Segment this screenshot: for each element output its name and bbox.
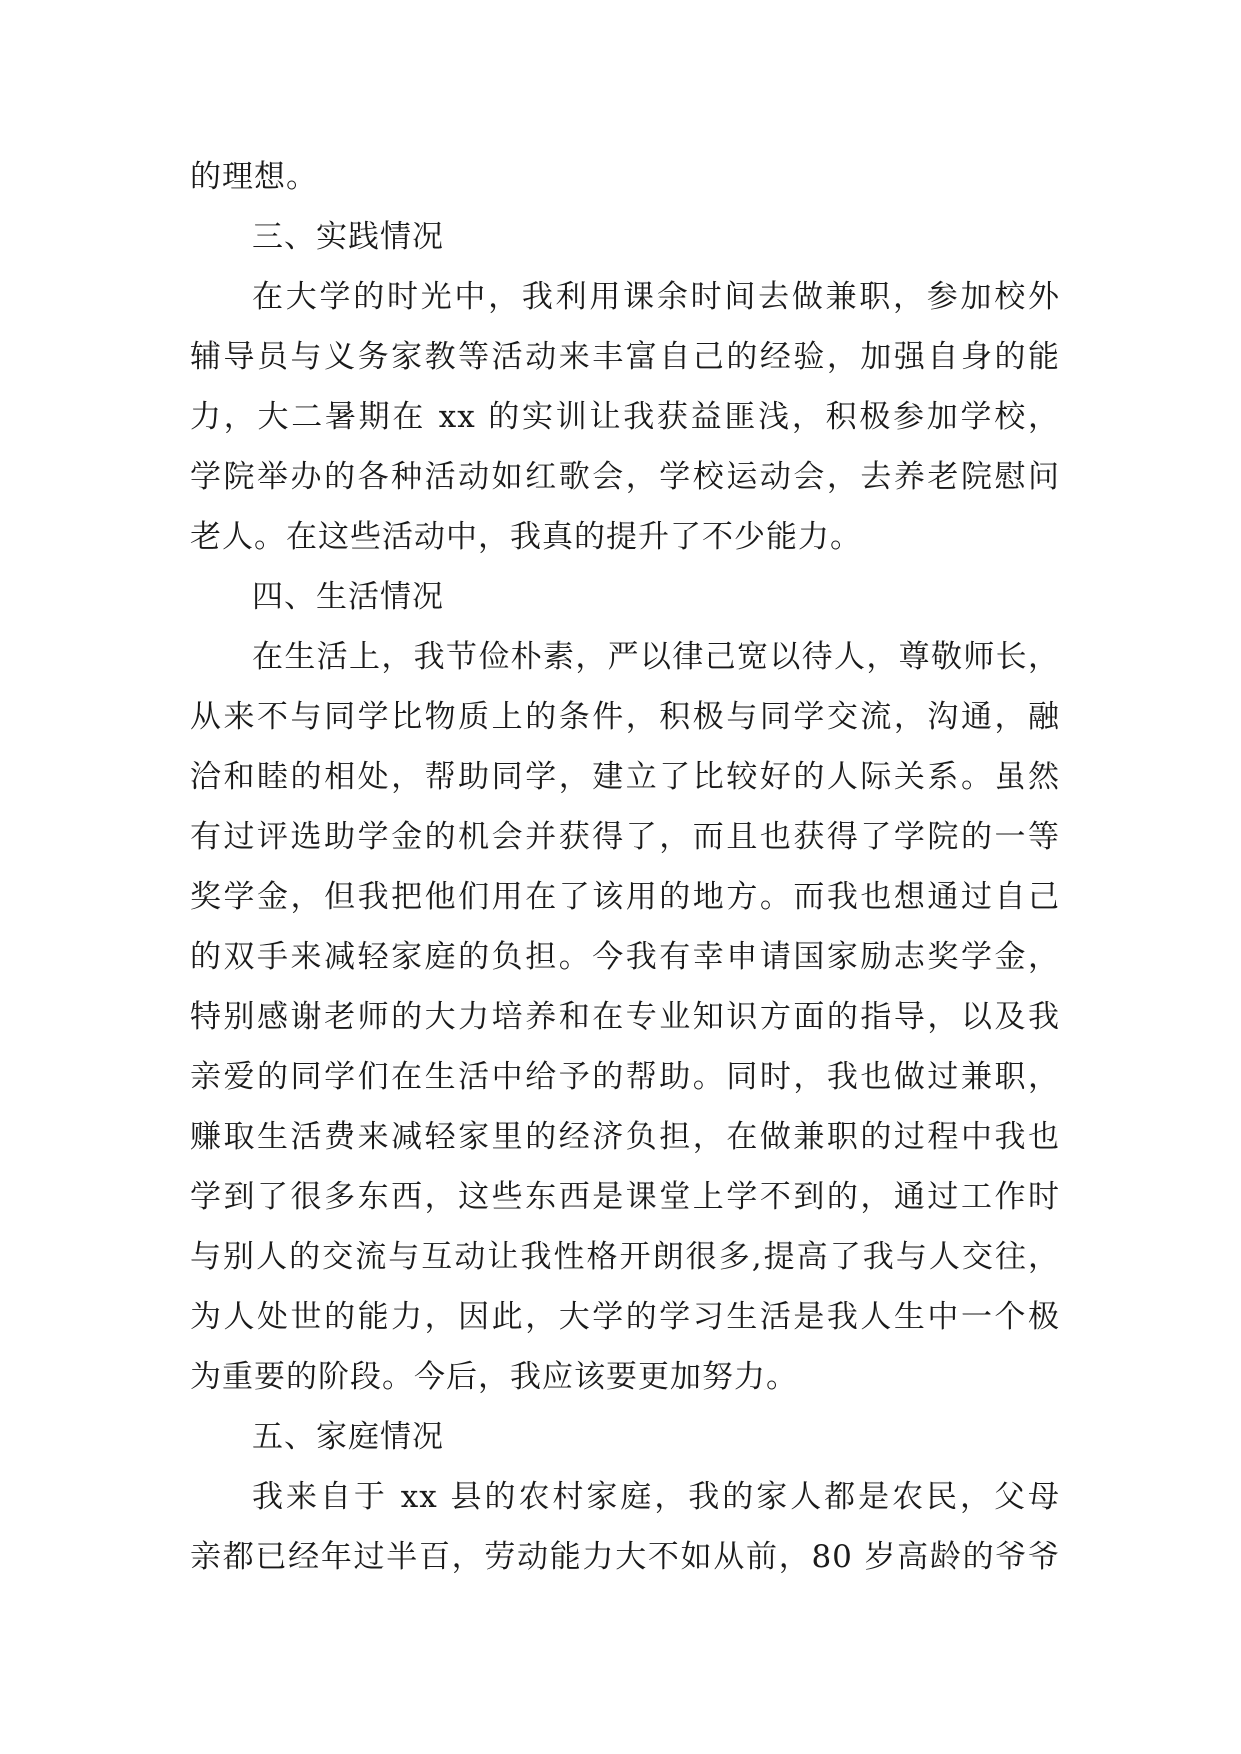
text-line: 特别感谢老师的大力培养和在专业知识方面的指导，以及我 [190, 999, 1060, 1035]
text-line: 辅导员与义务家教等活动来丰富自己的经验，加强自身的能 [190, 339, 1060, 375]
text-line: 亲爱的同学们在生活中给予的帮助。同时，我也做过兼职， [190, 1059, 1060, 1095]
text-line: 有过评选助学金的机会并获得了，而且也获得了学院的一等 [190, 819, 1060, 855]
text-line: 在生活上，我节俭朴素，严以律己宽以待人，尊敬师长， [252, 639, 1060, 675]
text-line: 学院举办的各种活动如红歌会，学校运动会，去养老院慰问 [190, 459, 1060, 495]
document-body [190, 147, 1060, 1587]
text-line: 奖学金，但我把他们用在了该用的地方。而我也想通过自己 [190, 879, 1060, 915]
text-line: 洽和睦的相处，帮助同学，建立了比较好的人际关系。虽然 [190, 759, 1060, 795]
text-line: 的双手来减轻家庭的负担。今我有幸申请国家励志奖学金， [190, 939, 1060, 975]
text-line: 老人。在这些活动中，我真的提升了不少能力。 [190, 519, 862, 555]
text-line: 在大学的时光中，我利用课余时间去做兼职，参加校外 [252, 279, 1060, 315]
text-line: 从来不与同学比物质上的条件，积极与同学交流，沟通，融 [190, 699, 1060, 735]
text-line: 赚取生活费来减轻家里的经济负担，在做兼职的过程中我也 [190, 1119, 1060, 1155]
text-line: 学到了很多东西，这些东西是课堂上学不到的，通过工作时 [190, 1179, 1060, 1215]
text-line: 为重要的阶段。今后，我应该要更加努力。 [190, 1359, 798, 1395]
text-line: 为人处世的能力，因此，大学的学习生活是我人生中一个极 [190, 1299, 1060, 1335]
text-line: 与别人的交流与互动让我性格开朗很多,提高了我与人交往， [190, 1239, 1060, 1275]
text-line: 的理想。 [190, 159, 318, 195]
section-heading: 三、实践情况 [252, 219, 444, 255]
text-line: 亲都已经年过半百，劳动能力大不如从前，80 岁高龄的爷爷 [190, 1539, 1060, 1575]
text-line: 力，大二暑期在 xx 的实训让我获益匪浅，积极参加学校， [190, 399, 1060, 435]
text-line: 我来自于 xx 县的农村家庭，我的家人都是农民，父母 [252, 1479, 1060, 1515]
section-heading: 四、生活情况 [252, 579, 444, 615]
section-heading: 五、家庭情况 [252, 1419, 444, 1455]
